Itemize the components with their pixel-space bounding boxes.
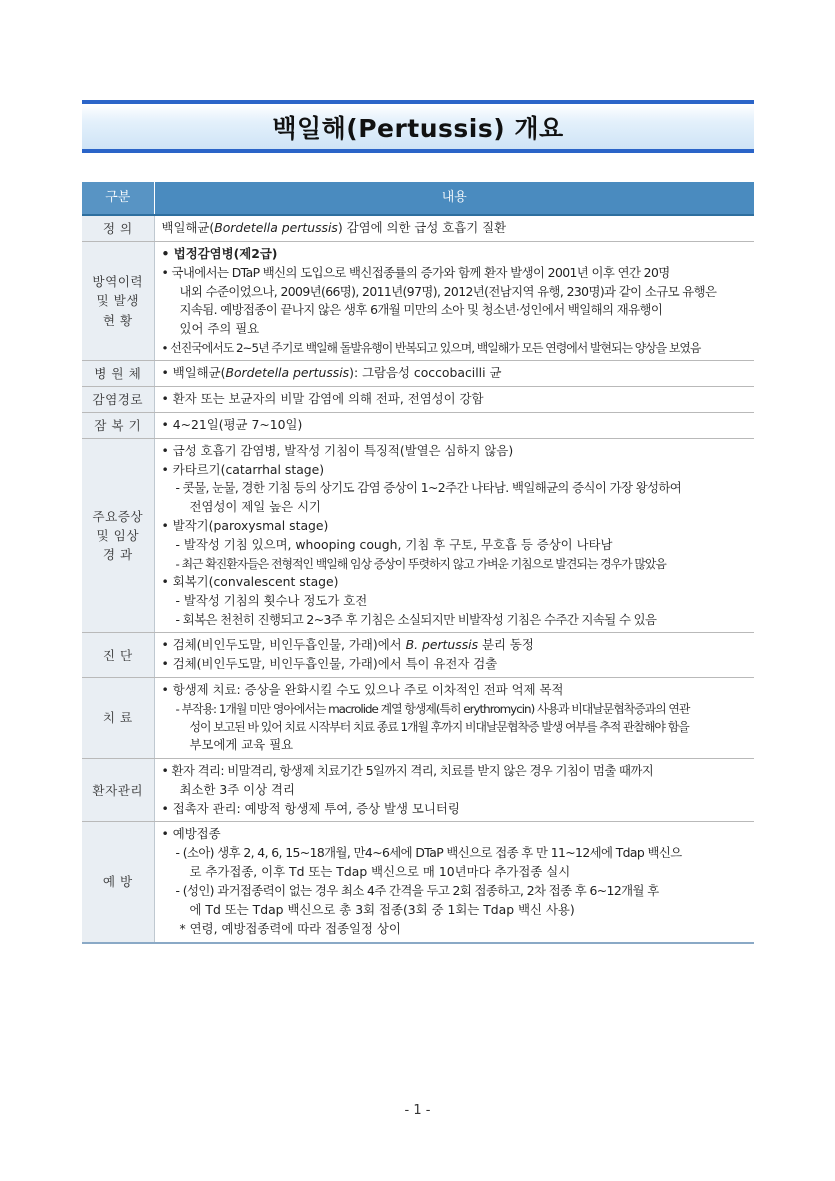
text-line: • 4~21일(평균 7~10일) [161,416,303,432]
text-line: • 회복기(convalescent stage) [161,573,339,589]
row-incubation [82,412,754,438]
content-diagnosis [154,633,754,678]
text-line: • 카타르기(catarrhal stage) [161,461,325,477]
text-line: • 국내에서는 DTaP 백신의 도입으로 백신접종률의 증가와 함께 환자 발생이 2001년 이후 연간 20명 [161,264,670,280]
row-management [82,758,754,822]
text-line: 백일해균(Bordetella pertussis) 감염에 의한 급성 호흡기 질환 [161,220,507,235]
text-line: - 회복은 천천히 진행되고 2~3주 후 기침은 소실되지만 비발작성 기침은 수주간 지속될 수 있음 [175,611,657,627]
table-header-row [82,182,754,215]
content-history [154,241,754,360]
text-line: • 항생제 치료: 증상을 완화시킬 수도 있으나 주로 이차적인 전파 억제 목적 [161,682,564,698]
label-treatment: 치 료 [82,678,154,759]
text-line: 있어 주의 필요 [179,321,260,337]
content-pathogen [154,361,754,387]
text-line: - (성인) 과거접종력이 없는 경우 최소 4주 간격을 두고 2회 접종하고, 2차 접종 후 6~12개월 후 [175,883,659,898]
text-line: • 환자 격리: 비말격리, 항생제 치료기간 5일까지 격리, 치료를 받지 않은 경우 기침이 멈출 때까지 [161,762,654,778]
text-line: 지속됨. 예방접종이 끝나지 않은 생후 6개월 미만의 소아 및 청소년·성인에서 백일해의 재유행이 [179,302,663,318]
content-management [154,758,754,822]
label-pathogen: 병 원 체 [82,361,154,387]
row-route [82,387,754,413]
content-definition [154,215,754,241]
row-definition [82,215,754,241]
text-line: • 급성 호흡기 감염병, 발작성 기침이 특징적(발열은 심하지 않음) [161,442,514,458]
text-line: - 콧물, 눈물, 경한 기침 등의 상기도 감염 증상이 1~2주간 나타남. 백일해균의 증식이 가장 왕성하여 [175,480,682,496]
row-history [82,241,754,360]
content-symptoms [154,438,754,633]
text-line: 에 Td 또는 Tdap 백신으로 총 3회 접종(3회 중 1회는 Tdap 백신 사용) [189,901,575,917]
content-incubation [154,412,754,438]
text-line: • 환자 또는 보균자의 비말 감염에 의해 전파, 전염성이 강함 [161,391,484,406]
text-line: 성이 보고된 바 있어 치료 시작부터 치료 종료 1개월 후까지 비대날문협착증 발생 여부를 추적 관찰해야 함을 [189,720,689,734]
row-pathogen [82,361,754,387]
text-line: - 발작성 기침의 횟수나 정도가 호전 [175,592,368,608]
text-line: • 백일해균(Bordetella pertussis): 그람음성 coccobacilli 균 [161,365,502,381]
text-line: 최소한 3주 이상 격리 [179,781,295,797]
page-number: - 1 - [404,1103,431,1118]
label-history: 방역이력 및 발생 현 황 [82,241,154,360]
label-definition: 정 의 [82,215,154,241]
header-category: 구분 [82,182,154,215]
text-line: - 최근 확진환자들은 전형적인 백일해 임상 증상이 뚜렷하지 않고 가벼운 기침으로 발견되는 경우가 많았음 [175,556,666,571]
header-content: 내용 [154,182,754,215]
label-prevention: 예 방 [82,822,154,943]
page-title: 백일해(Pertussis) 개요 [272,113,564,143]
species-name: B. pertussis [405,637,479,653]
content-route [154,387,754,413]
species-name: Bordetella pertussis [214,220,338,235]
label-incubation: 잠 복 기 [82,412,154,438]
row-treatment [82,678,754,759]
text-line: • 발작기(paroxysmal stage) [161,518,329,534]
text-line: • 검체(비인두도말, 비인두흡인물, 가래)에서 B. pertussis 분리 동정 [161,637,534,653]
row-symptoms [82,438,754,633]
text-line: * 연령, 예방접종력에 따라 접종일정 상이 [179,920,401,936]
content-prevention [154,822,754,943]
label-management: 환자관리 [82,758,154,822]
label-diagnosis: 진 단 [82,633,154,678]
text-line: - 발작성 기침 있으며, whooping cough, 기침 후 구토, 무호흡 등 증상이 나타남 [175,536,613,552]
label-route: 감염경로 [82,387,154,413]
title-banner [82,100,754,153]
text-line: 부모에게 교육 필요 [189,737,294,753]
text-line: • 선진국에서도 2~5년 주기로 백일해 돌발유행이 반복되고 있으며, 백일해가 모든 연령에서 발현되는 양상을 보였음 [161,341,701,356]
row-diagnosis [82,633,754,678]
text-line: • 접촉자 관리: 예방적 항생제 투여, 증상 발생 모니터링 [161,800,460,816]
text-line: - 부작용: 1개월 미만 영아에서는 macrolide 계열 항생제(특히 erythromycin) 사용과 비대날문협착증과의 연관 [175,701,690,716]
text-line: • 예방접종 [161,826,221,842]
text-line: • 검체(비인두도말, 비인두흡인물, 가래)에서 특이 유전자 검출 [161,656,498,672]
text-line: • 법정감염병(제2급) [161,245,278,261]
text-line: - (소아) 생후 2, 4, 6, 15~18개월, 만4~6세에 DTaP 백신으로 접종 후 만 11~12세에 Tdap 백신으 [175,845,682,861]
row-prevention [82,822,754,943]
species-name: Bordetella pertussis [225,365,350,381]
label-symptoms: 주요증상 및 임상 경 과 [82,438,154,633]
content-treatment [154,678,754,759]
text-line: 내외 수준이었으나, 2009년(66명), 2011년(97명), 2012년(전남지역 유행, 230명)과 같이 소규모 유행은 [179,283,717,299]
text-line: 전염성이 제일 높은 시기 [189,499,322,515]
text-line: 로 추가접종, 이후 Td 또는 Tdap 백신으로 매 10년마다 추가접종 실시 [189,864,571,880]
overview-table [82,182,754,944]
